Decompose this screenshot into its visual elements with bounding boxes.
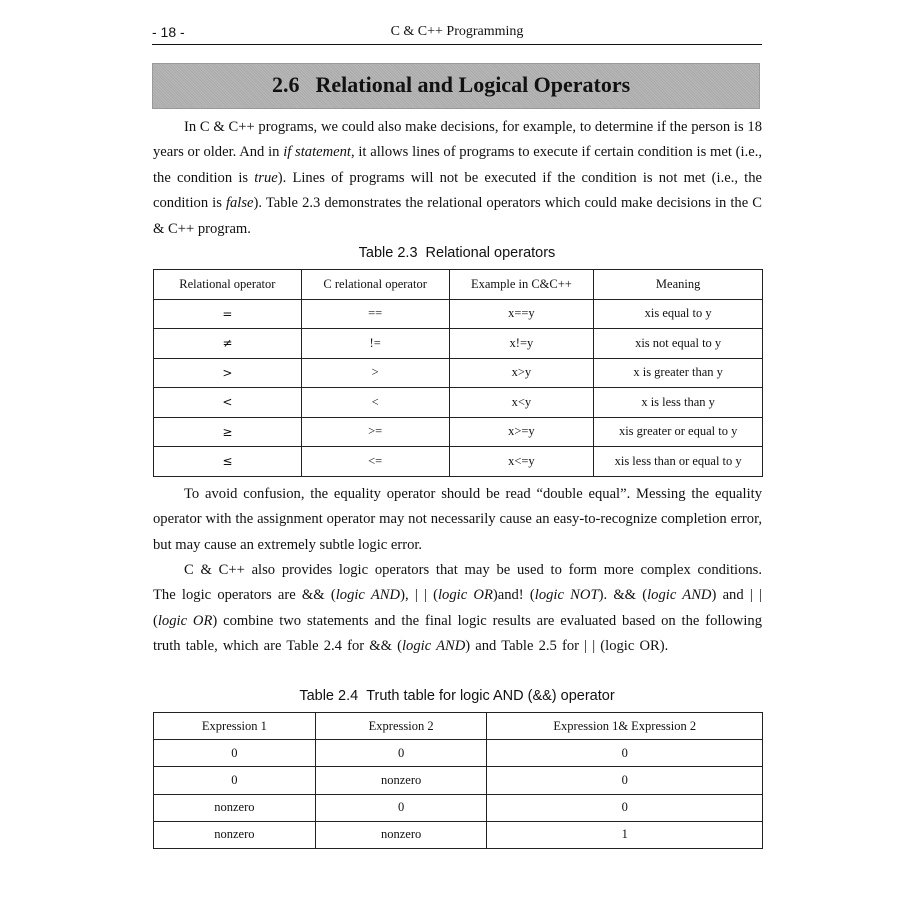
table-cell: 0	[487, 794, 763, 821]
table-cell: nonzero	[315, 821, 487, 848]
text-run: ). Table 2.3 demonstrates the relational operators which could make decisions in the C & C++ program.	[153, 195, 762, 237]
caption-number: Table 2.4	[299, 688, 359, 704]
table-cell: 0	[154, 740, 316, 767]
column-header: C relational operator	[301, 270, 449, 300]
table-row	[154, 299, 763, 329]
logic-and-truth-table	[153, 712, 763, 849]
text-run: )and! (	[492, 587, 535, 604]
table-row	[154, 388, 763, 418]
table-cell: nonzero	[154, 794, 316, 821]
table-cell: ≠	[154, 329, 302, 359]
table-cell: 0	[154, 767, 316, 794]
table-cell: x>=y	[449, 417, 594, 447]
table-cell: ==	[301, 299, 449, 329]
column-header: Expression 1	[154, 713, 316, 740]
table-caption-truth-and	[152, 688, 762, 704]
paragraph-equality-note	[153, 482, 762, 558]
caption-number: Table 2.3	[358, 245, 418, 261]
table-cell: xis greater or equal to y	[594, 417, 763, 447]
text-run: C & C++ also provides logic operators that may be used to form more complex conditions. The logic operators are && (	[153, 562, 762, 604]
text-run: , it allows lines of programs to execute if certain condition is met (i.e., the condition is	[153, 144, 762, 186]
emphasis-run: logic OR	[438, 587, 493, 604]
table-header-row	[154, 270, 763, 300]
relational-operators-table	[153, 269, 763, 477]
table-cell: nonzero	[154, 821, 316, 848]
table-cell: x is greater than y	[594, 358, 763, 388]
column-header: Expression 2	[315, 713, 487, 740]
table-row	[154, 821, 763, 848]
running-title: C & C++ Programming	[390, 24, 524, 39]
table-cell: <	[154, 388, 302, 418]
text-run: ) and Table 2.5 for | | (logic OR).	[465, 638, 669, 655]
section-title: Relational and Logical Operators	[315, 72, 631, 97]
table-cell: 0	[315, 794, 487, 821]
table-cell: x<y	[449, 388, 594, 418]
text-run: In C & C++ programs, we could also make decisions, for example, to determine if the person is 18 years or older. And in	[153, 119, 762, 161]
text-run: ). && (	[598, 587, 648, 604]
table-cell: xis equal to y	[594, 299, 763, 329]
table-cell: 0	[315, 740, 487, 767]
emphasis-run: logic AND	[647, 587, 712, 604]
table-cell: !=	[301, 329, 449, 359]
text-run: ) and | | (	[153, 587, 762, 629]
table-cell: x is less than y	[594, 388, 763, 418]
table-cell: x>y	[449, 358, 594, 388]
table-row	[154, 740, 763, 767]
page-number: - 18 -	[152, 24, 185, 40]
column-header: Relational operator	[154, 270, 302, 300]
paragraph-logic-operators	[153, 558, 762, 660]
column-header: Expression 1& Expression 2	[487, 713, 763, 740]
table-cell: 1	[487, 821, 763, 848]
text-run: ). Lines of programs will not be executed if the condition is not met (i.e., the condition is	[153, 169, 763, 212]
caption-title: Relational operators	[425, 245, 556, 261]
emphasis-run: logic NOT	[534, 587, 599, 604]
table-cell: ≥	[154, 417, 302, 447]
emphasis-run: logic AND	[402, 638, 466, 655]
column-header: Meaning	[594, 270, 763, 300]
emphasis-run: if statement	[283, 144, 351, 161]
emphasis-run: logic AND	[335, 587, 401, 604]
table-cell: 0	[487, 767, 763, 794]
text-run: ) combine two statements and the final logic results are evaluated based on the following truth table, which are Table 2.4 for && (	[153, 612, 762, 655]
table-cell: x<=y	[449, 447, 594, 477]
table-cell: 0	[487, 740, 763, 767]
table-cell: xis less than or equal to y	[594, 447, 763, 477]
table-row	[154, 329, 763, 359]
emphasis-run: false	[225, 195, 254, 212]
table-cell: x==y	[449, 299, 594, 329]
paragraph-relational-intro	[153, 115, 762, 242]
text-run: To avoid confusion, the equality operator should be read “double equal”. Messing the equality operator with the assignment operator may not necessarily cause an easy-to-recognize completion error, but may cause an extremely subtle logic error.	[153, 486, 762, 553]
table-row	[154, 767, 763, 794]
table-cell: >	[154, 358, 302, 388]
table-header-row	[154, 713, 763, 740]
table-cell: <	[301, 388, 449, 418]
table-cell: nonzero	[315, 767, 487, 794]
section-heading	[272, 72, 630, 98]
table-caption-relational	[152, 245, 762, 261]
table-row	[154, 417, 763, 447]
table-row	[154, 447, 763, 477]
table-row	[154, 794, 763, 821]
page-header	[152, 22, 762, 45]
text-run: ), | | (	[400, 587, 438, 604]
emphasis-run: true	[254, 169, 278, 186]
table-cell: >	[301, 358, 449, 388]
table-cell: =	[154, 299, 302, 329]
column-header: Example in C&C++	[449, 270, 594, 300]
table-cell: >=	[301, 417, 449, 447]
table-cell: x!=y	[449, 329, 594, 359]
section-banner	[152, 63, 760, 109]
table-cell: xis not equal to y	[594, 329, 763, 359]
section-number: 2.6	[272, 72, 300, 97]
table-cell: <=	[301, 447, 449, 477]
caption-title: Truth table for logic AND (&&) operator	[366, 688, 615, 704]
table-cell: ≤	[154, 447, 302, 477]
table-row	[154, 358, 763, 388]
emphasis-run: logic OR	[157, 612, 213, 629]
